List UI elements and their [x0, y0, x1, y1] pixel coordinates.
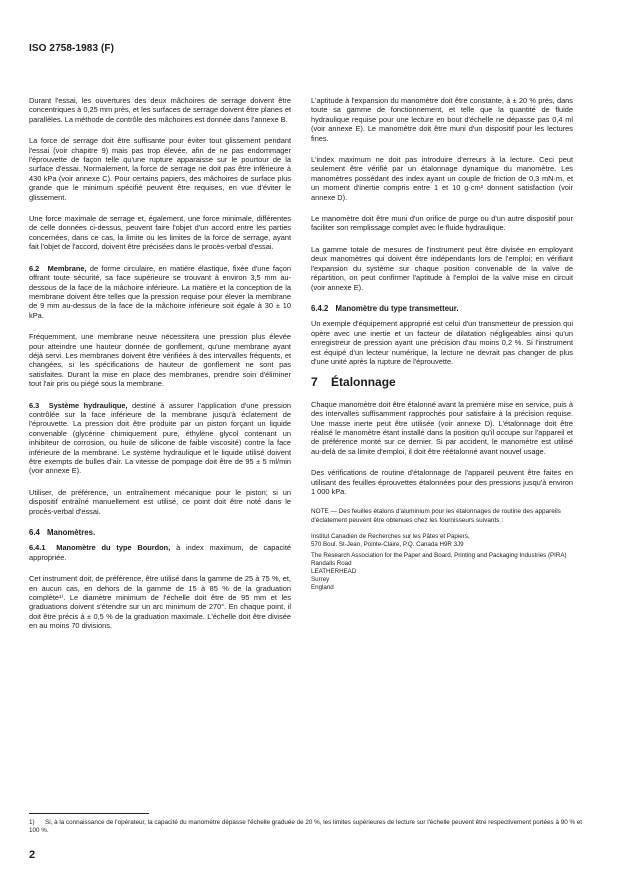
right-column	[311, 96, 573, 595]
address-line: Institut Canadien de Recherches sur les Pâtes et Papiers,	[311, 532, 470, 540]
footnote-text: Si, à la connaissance de l'opérateur, la capacité du manomètre dépasse l'échelle graduée de 20 %, les limites supérieures de lecture sur l'échelle peuvent être respectivement portées à 90 % et 100 %.	[29, 819, 583, 834]
paragraph: Fréquemment, une membrane neuve nécessitera une pression plus élevée pour atteindre une hauteur donnée de gonflement, qu'une membrane ayant déjà servi. Les membranes doivent être vérifiées à des intervalles fréquents, et changées, si les spécifications de hauteur de gonflement ne sont pas satisfaites. Durant la mise en place des membranes, prendre soin d'éliminer tout l'air pris ou piégé sous la membrane.	[29, 332, 291, 389]
paragraph: La force de serrage doit être suffisante pour éviter tout glissement pendant l'essai (voir chapitre 9) mais pas trop élevée, afin de ne pas endommager l'éprouvette de façon telle qu'une rupture apparaisse sur le pourtour de la surface d'essai. Normalement, la force de serrage ne doit pas être inférieure à 430 kPa (voir annexe C). Pour certains papiers, des mâchoires de surface plus grande que le minimum spécifié peuvent être requises, en vue d'éviter le glissement.	[29, 136, 291, 202]
section-number: 6.2	[29, 263, 40, 273]
left-column	[29, 96, 291, 643]
address-line: 570 Boul. St-Jean, Pointe-Claire, P.Q. Canada H9R 3J9	[311, 540, 464, 548]
section-6-2	[29, 264, 291, 320]
section-text: à index maximum, de capacité appropriée.	[29, 543, 291, 562]
paragraph: Chaque manomètre doit être étalonné avant la première mise en service, puis à des intervalles suffisamment rapprochés pour satisfaire à la précision requise. Une masse inerte peut être utilisée (voir annexe D). L'étalonnage doit être réalisé le manomètre étant installé dans la position qu'il occupe sur l'appareil et de préférence monté sur ce dernier. Si par accident, le manomètre est utilisé au-delà de sa limite d'emploi, il doit être réétalonné avant nouvel usage.	[311, 399, 573, 456]
section-number: 7	[311, 375, 318, 390]
section-title: Manomètre du type Bourdon,	[56, 543, 171, 553]
section-6-4-heading	[29, 528, 291, 537]
section-number: 6.3	[29, 400, 40, 410]
section-text: destiné à assurer l'application d'une pression contrôlée sur la face inférieure de la membrane jusqu'à éclatement de l'éprouvette. La pression doit être produite par un piston forçant un liquide convenable (glycérine chimiquement pure, éthylène glycol contenant un inhibiteur de corrosion, ou huile de silicone de faible viscosité) contre la face inférieure de la membrane. Le système hydraulique et le liquide utilisé doivent être exempts de bulles d'air. La vitesse de pompage doit être de 95 ± 5 ml/min (voir annexe E).	[29, 400, 291, 476]
paragraph: Durant l'essai, les ouvertures des deux mâchoires de serrage doivent être concentriques à 0,25 mm près, et les surfaces de serrage doivent être planes et parallèles. La méthode de contrôle des mâchoires est donnée dans l'annexe B.	[29, 96, 291, 124]
section-6-4-1	[29, 543, 291, 562]
address-line: Surrey	[311, 575, 330, 583]
supplier-address-1	[311, 533, 573, 549]
address-line: The Research Association for the Paper and Board, Printing and Packaging Industries (PIRA)	[311, 551, 567, 559]
section-title: Système hydraulique,	[48, 400, 128, 410]
document-header: ISO 2758-1983 (F)	[29, 43, 115, 54]
paragraph: Un exemple d'équipement approprié est celui d'un transmetteur de pression qui opère avec une inertie et un facteur de dilatation négligeables ainsi qu'un enregistreur de pression ayant une précision d'au moins 0,2 %. Si l'instrument est équipé d'un lecteur numérique, la lecture ne devrait pas changer de plus d'une unité après la rupture de l'éprouvette.	[311, 319, 573, 366]
supplier-address-2	[311, 552, 573, 592]
section-title: Manomètres.	[47, 528, 96, 538]
paragraph: Une force maximale de serrage et, également, une force minimale, différentes de celle données ci-dessus, peuvent faire l'objet d'un accord entre les parties concernées, dans ce cas, la limite ou les limites de la force de serrage, ayant fait l'objet de l'accord, doivent être précisées dans le procès-verbal d'essai.	[29, 214, 291, 252]
section-6-3	[29, 401, 291, 476]
paragraph: L'aptitude à l'expansion du manomètre doit être constante, à ± 20 % près, dans toute sa gamme de fonctionnement, et telle que la quantité de fluide hydraulique requise pour une lecture en bout d'échelle ne dépasse pas 0,4 ml (voir annexe E). Le manomètre doit être muni d'un dispositif pour les lectures fines.	[311, 96, 573, 143]
section-number: 6.4.2	[311, 303, 329, 313]
address-line: LEATHERHEAD	[311, 567, 357, 575]
paragraph: Des vérifications de routine d'étalonnage de l'appareil peuvent être faites en utilisant des feuilles éprouvettes étalonnées pour des pressions jusqu'à environ 1 000 kPa.	[311, 468, 573, 496]
note: NOTE — Des feuilles étalons d'aluminium pour les étalonnages de routine des appareils d'éclatement peuvent être obtenues chez les fournisseurs suivants :	[311, 508, 561, 524]
section-number: 6.4	[29, 528, 40, 538]
paragraph: Utiliser, de préférence, un entraînement mécanique pour le piston; si un dispositif entraîné manuellement est utilisé, ce point doit être noté dans le procès-verbal d'essai.	[29, 487, 291, 516]
paragraph: Cet instrument doit, de préférence, être utilisé dans la gamme de 25 à 75 %, et, en aucun cas, en dehors de la gamme de 15 à 85 % de la graduation complète¹⁾. Le diamètre minimum de l'échelle doit être de 95 mm et les graduations doivent s'étendre sur un arc minimum de 270°. En chaque point, il doit être précis à ± 0,5 % de la graduation maximale. L'échelle doit être divisée en au moins 70 divisions.	[29, 574, 291, 631]
page-number: 2	[29, 849, 36, 861]
section-number: 6.4.1	[29, 543, 46, 553]
section-title: Étalonnage	[331, 375, 396, 390]
footnote	[29, 819, 593, 835]
section-title: Membrane,	[47, 263, 87, 273]
section-text: de forme circulaire, en matière élastique, fixée d'une façon offrant toute sécurité, sa face supérieure se trouvant à environ 3,5 mm au-dessous de la face de la mâchoire inférieure. La matière et la conception de la membrane doivent être telles que la pression requise pour élever la membrane de 9 mm au-dessus de la face de la mâchoire inférieure soit égale à 30 ± 10 kPa.	[29, 263, 291, 320]
section-title: Manomètre du type transmetteur.	[335, 303, 459, 313]
address-line: Randalls Road	[311, 559, 352, 567]
paragraph: Le manomètre doit être muni d'un orifice de purge ou d'un autre dispositif pour faciliter son remplissage complet avec le fluide hydraulique.	[311, 214, 573, 233]
address-line: England	[311, 583, 334, 591]
section-7-heading	[311, 375, 573, 390]
footnote-divider	[29, 813, 149, 814]
paragraph: La gamme totale de mesures de l'instrument peut être divisée en employant deux manomètres qui doivent être indépendants lors de l'emploi; en vérifiant l'expansion du système sur chaque position convenable de la valve de répartition, on peut confirmer l'aptitude à l'emploi de la valve mise en circuit (voir annexe E).	[311, 244, 573, 292]
footnote-mark: 1)	[29, 819, 35, 826]
section-6-4-2-heading	[311, 304, 573, 313]
paragraph: L'index maximum ne doit pas introduire d'erreurs à la lecture. Ceci peut seulement être vérifié par un étalonnage dynamique du manomètre. Les manomètres possédant des index ayant un couple de friction de 0,3 mN·m, et un moment d'inertie compris entre 1 et 10 g·cm² donnent satisfaction (voir annexe D).	[311, 155, 573, 202]
